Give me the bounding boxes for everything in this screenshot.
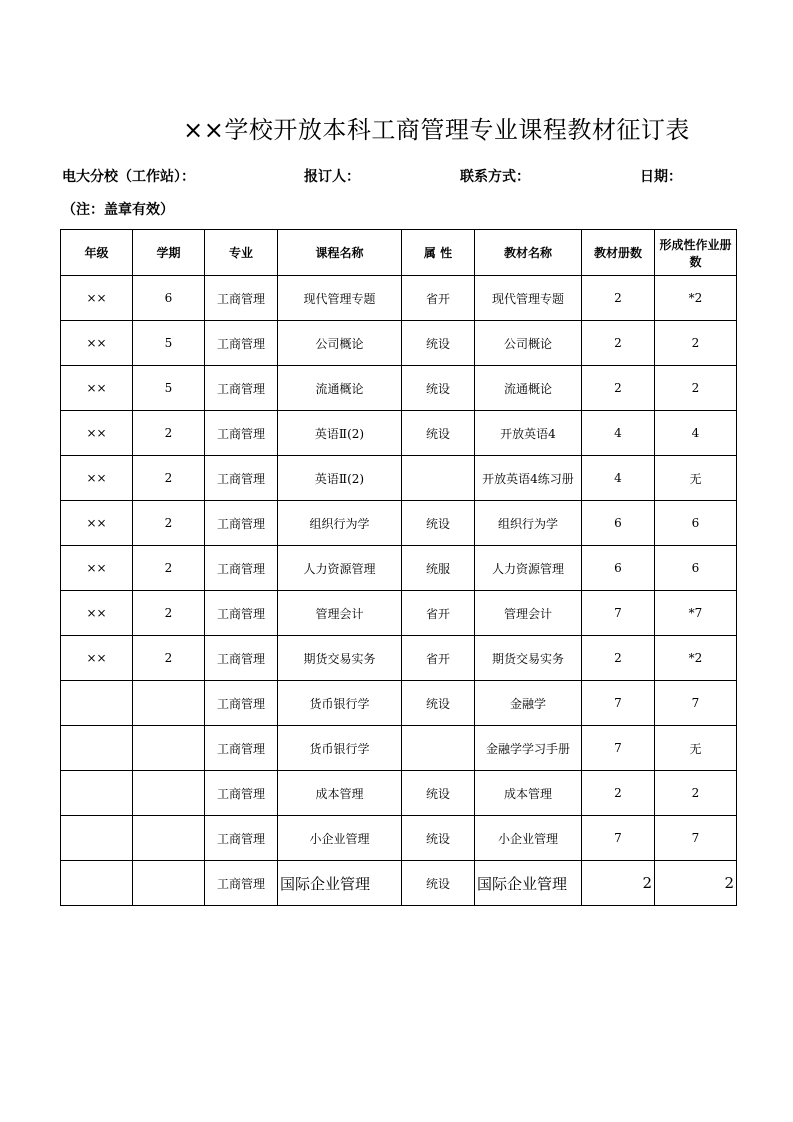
table-row	[61, 456, 737, 501]
cell-book: 金融学	[475, 681, 582, 726]
cell-book: 成本管理	[475, 771, 582, 816]
cell-work-qty: 2	[655, 861, 737, 906]
cell-course: 英语Ⅱ(2)	[278, 411, 402, 456]
cell-work-qty: 7	[655, 681, 737, 726]
cell-book: 公司概论	[475, 321, 582, 366]
cell-grade	[61, 861, 133, 906]
cell-term: 2	[133, 636, 205, 681]
cell-attr: 统设	[402, 681, 475, 726]
cell-book-qty: 7	[582, 816, 655, 861]
cell-term: 2	[133, 411, 205, 456]
cell-book-qty: 2	[582, 276, 655, 321]
cell-major: 工商管理	[205, 636, 278, 681]
order-table	[60, 229, 737, 906]
cell-work-qty: 无	[655, 726, 737, 771]
cell-book-qty: 7	[582, 591, 655, 636]
cell-course: 流通概论	[278, 366, 402, 411]
cell-course: 小企业管理	[278, 816, 402, 861]
cell-book: 期货交易实务	[475, 636, 582, 681]
branch-label: 电大分校（工作站）：	[62, 169, 195, 185]
cell-major: 工商管理	[205, 771, 278, 816]
table-row	[61, 321, 737, 366]
table-row	[61, 771, 737, 816]
cell-book-qty: 2	[582, 636, 655, 681]
cell-grade: ××	[61, 546, 133, 591]
cell-work-qty: 7	[655, 816, 737, 861]
cell-course: 管理会计	[278, 591, 402, 636]
cell-book-qty: 7	[582, 681, 655, 726]
header-book-qty: 教材册数	[582, 230, 655, 276]
cell-grade: ××	[61, 456, 133, 501]
cell-attr: 统设	[402, 771, 475, 816]
cell-work-qty: 2	[655, 321, 737, 366]
cell-book-qty: 6	[582, 501, 655, 546]
cell-term	[133, 816, 205, 861]
cell-major: 工商管理	[205, 276, 278, 321]
cell-term: 2	[133, 591, 205, 636]
table-row	[61, 861, 737, 906]
cell-major: 工商管理	[205, 816, 278, 861]
cell-grade	[61, 726, 133, 771]
table-row	[61, 681, 737, 726]
cell-term	[133, 861, 205, 906]
cell-major: 工商管理	[205, 501, 278, 546]
cell-term: 5	[133, 321, 205, 366]
table-row	[61, 411, 737, 456]
cell-work-qty: *2	[655, 276, 737, 321]
cell-book-qty: 2	[582, 366, 655, 411]
cell-attr: 统设	[402, 501, 475, 546]
header-grade: 年级	[61, 230, 133, 276]
cell-book: 金融学学习手册	[475, 726, 582, 771]
note-text: （注：盖章有效）	[62, 202, 174, 218]
table-row	[61, 501, 737, 546]
page-title: ××学校开放本科工商管理专业课程教材征订表	[183, 116, 690, 144]
cell-term	[133, 726, 205, 771]
cell-term: 2	[133, 501, 205, 546]
cell-course: 期货交易实务	[278, 636, 402, 681]
cell-work-qty: 2	[655, 366, 737, 411]
table-row	[61, 546, 737, 591]
cell-book: 现代管理专题	[475, 276, 582, 321]
cell-major: 工商管理	[205, 411, 278, 456]
cell-grade: ××	[61, 636, 133, 681]
cell-major: 工商管理	[205, 366, 278, 411]
cell-book: 人力资源管理	[475, 546, 582, 591]
cell-grade: ××	[61, 411, 133, 456]
cell-major: 工商管理	[205, 321, 278, 366]
table-row	[61, 366, 737, 411]
header-attr: 属 性	[402, 230, 475, 276]
cell-book-qty: 2	[582, 861, 655, 906]
cell-grade	[61, 816, 133, 861]
cell-course: 公司概论	[278, 321, 402, 366]
cell-major: 工商管理	[205, 591, 278, 636]
cell-book: 国际企业管理	[475, 861, 582, 906]
cell-grade: ××	[61, 276, 133, 321]
cell-book: 小企业管理	[475, 816, 582, 861]
cell-attr: 统设	[402, 321, 475, 366]
cell-course: 货币银行学	[278, 681, 402, 726]
cell-term: 2	[133, 456, 205, 501]
cell-course: 货币银行学	[278, 726, 402, 771]
cell-book-qty: 6	[582, 546, 655, 591]
contact-label: 联系方式：	[460, 169, 530, 185]
cell-major: 工商管理	[205, 861, 278, 906]
date-label: 日期：	[640, 169, 682, 185]
cell-course: 人力资源管理	[278, 546, 402, 591]
header-major: 专业	[205, 230, 278, 276]
cell-book: 开放英语4	[475, 411, 582, 456]
cell-grade: ××	[61, 591, 133, 636]
table-row	[61, 636, 737, 681]
cell-book-qty: 2	[582, 771, 655, 816]
cell-work-qty: *7	[655, 591, 737, 636]
header-course: 课程名称	[278, 230, 402, 276]
cell-term: 5	[133, 366, 205, 411]
table-header-row	[61, 230, 737, 276]
cell-term	[133, 771, 205, 816]
cell-work-qty: 2	[655, 771, 737, 816]
cell-book: 组织行为学	[475, 501, 582, 546]
cell-grade	[61, 771, 133, 816]
cell-book-qty: 4	[582, 411, 655, 456]
cell-attr: 省开	[402, 591, 475, 636]
cell-term	[133, 681, 205, 726]
cell-work-qty: 6	[655, 501, 737, 546]
table-row	[61, 816, 737, 861]
cell-grade: ××	[61, 366, 133, 411]
cell-attr	[402, 726, 475, 771]
cell-attr	[402, 456, 475, 501]
cell-course: 现代管理专题	[278, 276, 402, 321]
header-work-qty: 形成性作业册数	[655, 230, 737, 276]
table-row	[61, 726, 737, 771]
cell-major: 工商管理	[205, 546, 278, 591]
cell-grade: ××	[61, 501, 133, 546]
cell-book: 流通概论	[475, 366, 582, 411]
cell-attr: 省开	[402, 636, 475, 681]
cell-attr: 省开	[402, 276, 475, 321]
cell-work-qty: 无	[655, 456, 737, 501]
cell-major: 工商管理	[205, 456, 278, 501]
cell-course: 英语Ⅱ(2)	[278, 456, 402, 501]
cell-attr: 统设	[402, 816, 475, 861]
cell-course: 成本管理	[278, 771, 402, 816]
table-row	[61, 276, 737, 321]
cell-book-qty: 4	[582, 456, 655, 501]
cell-book-qty: 2	[582, 321, 655, 366]
reporter-label: 报订人：	[304, 169, 360, 185]
cell-attr: 统服	[402, 546, 475, 591]
cell-work-qty: 6	[655, 546, 737, 591]
cell-term: 6	[133, 276, 205, 321]
cell-book: 开放英语4练习册	[475, 456, 582, 501]
cell-book: 管理会计	[475, 591, 582, 636]
header-book: 教材名称	[475, 230, 582, 276]
cell-term: 2	[133, 546, 205, 591]
cell-attr: 统设	[402, 366, 475, 411]
cell-attr: 统设	[402, 411, 475, 456]
cell-work-qty: 4	[655, 411, 737, 456]
cell-course: 组织行为学	[278, 501, 402, 546]
cell-book-qty: 7	[582, 726, 655, 771]
header-term: 学期	[133, 230, 205, 276]
cell-grade: ××	[61, 321, 133, 366]
cell-work-qty: *2	[655, 636, 737, 681]
cell-grade	[61, 681, 133, 726]
cell-attr: 统设	[402, 861, 475, 906]
cell-major: 工商管理	[205, 726, 278, 771]
table-row	[61, 591, 737, 636]
cell-course: 国际企业管理	[278, 861, 402, 906]
cell-major: 工商管理	[205, 681, 278, 726]
